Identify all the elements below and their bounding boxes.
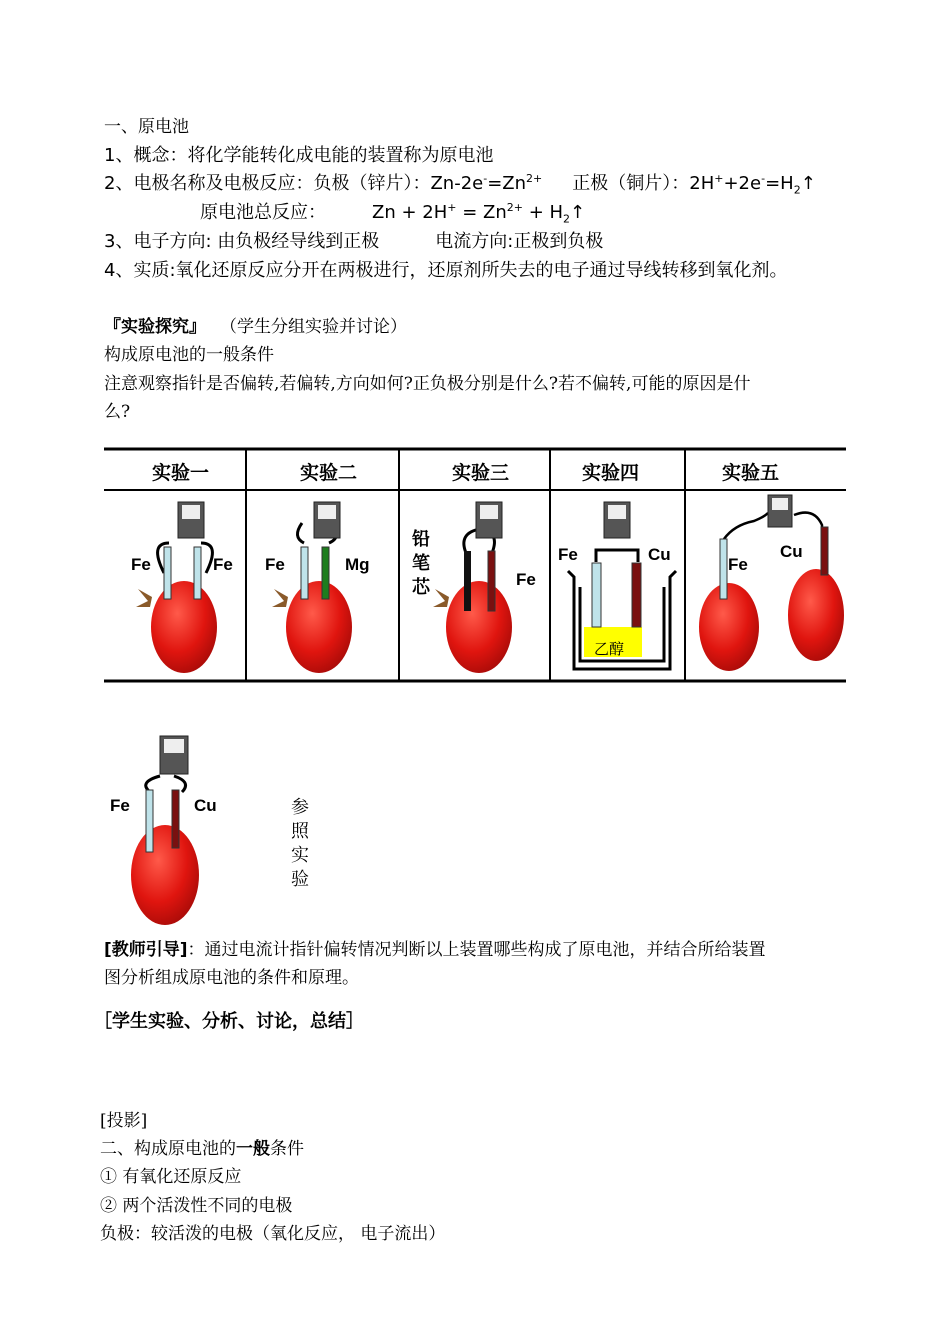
fe-electrode — [301, 547, 308, 599]
section2-title — [100, 1134, 304, 1159]
section2-title-a: 二、构成原电池的 — [100, 1139, 236, 1159]
exp3-pencil-label — [410, 528, 432, 600]
pos-reaction: =H — [765, 173, 794, 194]
exp5-left-label: Fe — [728, 555, 748, 574]
char: 笔 — [412, 553, 430, 574]
concept-line: 1、概念：将化学能转化成电能的装置称为原电池 — [104, 145, 494, 166]
current-direction: 电流方向:正极到负极 — [435, 231, 604, 252]
condition-1: ① 有氧化还原反应 — [100, 1167, 242, 1187]
tomato — [446, 581, 512, 673]
galvanometer-face — [318, 505, 336, 519]
tomato — [788, 569, 844, 661]
char: 照 — [291, 821, 309, 842]
tomato — [699, 583, 759, 671]
exp3-right-label: Fe — [516, 570, 536, 589]
explore-subtitle: 构成原电池的一般条件 — [104, 345, 274, 365]
sup: + — [714, 172, 724, 185]
fe-electrode — [592, 563, 601, 627]
reference-experiment-figure — [110, 730, 220, 930]
cu-electrode — [632, 563, 641, 627]
reference-left-label: Fe — [110, 796, 130, 815]
sup: - — [761, 172, 766, 185]
char: 实 — [291, 845, 309, 866]
fe-electrode — [146, 790, 153, 852]
fe-electrode — [488, 551, 495, 611]
cu-electrode — [172, 790, 179, 848]
header-exp4: 实验四 — [582, 462, 640, 484]
teacher-label: [教师引导] — [104, 940, 188, 960]
negative-definition: 负极：较活泼的电极（氧化反应， 电子流出） — [100, 1224, 446, 1244]
tomato — [151, 581, 217, 673]
teacher-text: ：通过电流计指针偏转情况判断以上装置哪些构成了原电池，并结合所给装置 — [187, 940, 766, 960]
electrode-line — [104, 169, 816, 197]
char: 验 — [291, 869, 309, 890]
direction-line — [104, 227, 603, 253]
fe-electrode — [720, 539, 727, 599]
char: 芯 — [412, 577, 430, 598]
electrode-label: 2、电极名称及电极反应：负极（锌片）： — [104, 173, 431, 194]
total-reaction: + H — [522, 202, 564, 223]
pos-reaction: ↑ — [800, 173, 816, 194]
explore-note: （学生分组实验并讨论） — [220, 317, 407, 337]
cu-electrode — [821, 527, 828, 575]
student-summary: ［学生实验、分析、讨论，总结］ — [94, 1011, 364, 1032]
tomato — [286, 581, 352, 673]
experiment-5-figure — [699, 495, 844, 671]
exp4-right-label: Cu — [648, 545, 671, 564]
char: 铅 — [412, 529, 430, 550]
positive-label: 正极（铜片）： — [572, 173, 690, 194]
explore-title-line — [104, 312, 407, 337]
sup: 2+ — [526, 172, 543, 185]
tomato-stem — [136, 589, 152, 607]
neg-reaction: Zn-2e — [430, 173, 484, 194]
mg-electrode — [322, 547, 329, 599]
pencil-lead-electrode — [464, 551, 471, 611]
galvanometer-face — [164, 739, 184, 753]
condition-2: ② 两个活泼性不同的电极 — [100, 1196, 293, 1216]
essence-line: 4、实质:氧化还原反应分开在两极进行，还原剂所失去的电子通过导线转移到氧化剂。 — [104, 260, 788, 281]
galvanometer-face — [608, 505, 626, 519]
electron-direction: 3、电子方向: 由负极经导线到正极 — [104, 231, 380, 252]
experiment-1-figure — [136, 502, 217, 673]
section2-title-c: 条件 — [270, 1139, 304, 1159]
tomato-stem — [272, 589, 288, 607]
fe-electrode — [194, 547, 201, 599]
exp4-left-label: Fe — [558, 545, 578, 564]
header-exp1: 实验一 — [152, 462, 210, 484]
total-reaction-line — [200, 198, 585, 226]
exp1-left-label: Fe — [131, 555, 151, 574]
sup: - — [483, 172, 488, 185]
fe-electrode — [164, 547, 171, 599]
sub: 2 — [793, 183, 801, 197]
galvanometer-face — [772, 498, 788, 510]
exp2-left-label: Fe — [265, 555, 285, 574]
sup: 2+ — [506, 201, 523, 214]
galvanometer-face — [182, 505, 200, 519]
total-reaction: Zn + 2H — [372, 202, 448, 223]
tomato-stem — [433, 589, 449, 607]
section2-title-b: 一般 — [236, 1139, 270, 1159]
galvanometer-face — [480, 505, 498, 519]
projection-label: [投影] — [100, 1111, 148, 1131]
experiment-3-figure — [433, 502, 512, 673]
teacher-line-1 — [104, 935, 766, 960]
total-label: 原电池总反应： — [200, 202, 326, 223]
neg-reaction: =Zn — [487, 173, 527, 194]
exp5-right-label: Cu — [780, 542, 803, 561]
experiment-2-figure — [272, 502, 352, 673]
wire — [596, 550, 638, 562]
sub: 2 — [563, 212, 571, 226]
total-reaction: = Zn — [456, 202, 507, 223]
ethanol-label: 乙醇 — [594, 640, 625, 658]
explore-question-1: 注意观察指针是否偏转,若偏转,方向如何?正负极分别是什么?若不偏转,可能的原因是什 — [104, 374, 751, 394]
char: 参 — [291, 797, 309, 818]
tomato — [131, 825, 199, 925]
explore-title: 『实验探究』 — [104, 317, 206, 337]
header-exp3: 实验三 — [452, 462, 510, 484]
reference-label — [289, 796, 311, 892]
total-reaction: ↑ — [570, 202, 586, 223]
header-exp5: 实验五 — [722, 462, 780, 484]
section1-title: 一、原电池 — [104, 117, 189, 137]
explore-question-2: 么? — [104, 402, 131, 422]
exp1-right-label: Fe — [213, 555, 233, 574]
pos-reaction: 2H — [689, 173, 715, 194]
reference-right-label: Cu — [194, 796, 217, 815]
teacher-line-2: 图分析组成原电池的条件和原理。 — [104, 968, 359, 988]
exp2-right-label: Mg — [345, 555, 370, 574]
header-exp2: 实验二 — [300, 462, 358, 484]
pos-reaction: +2e — [723, 173, 762, 194]
sup: + — [447, 201, 457, 214]
